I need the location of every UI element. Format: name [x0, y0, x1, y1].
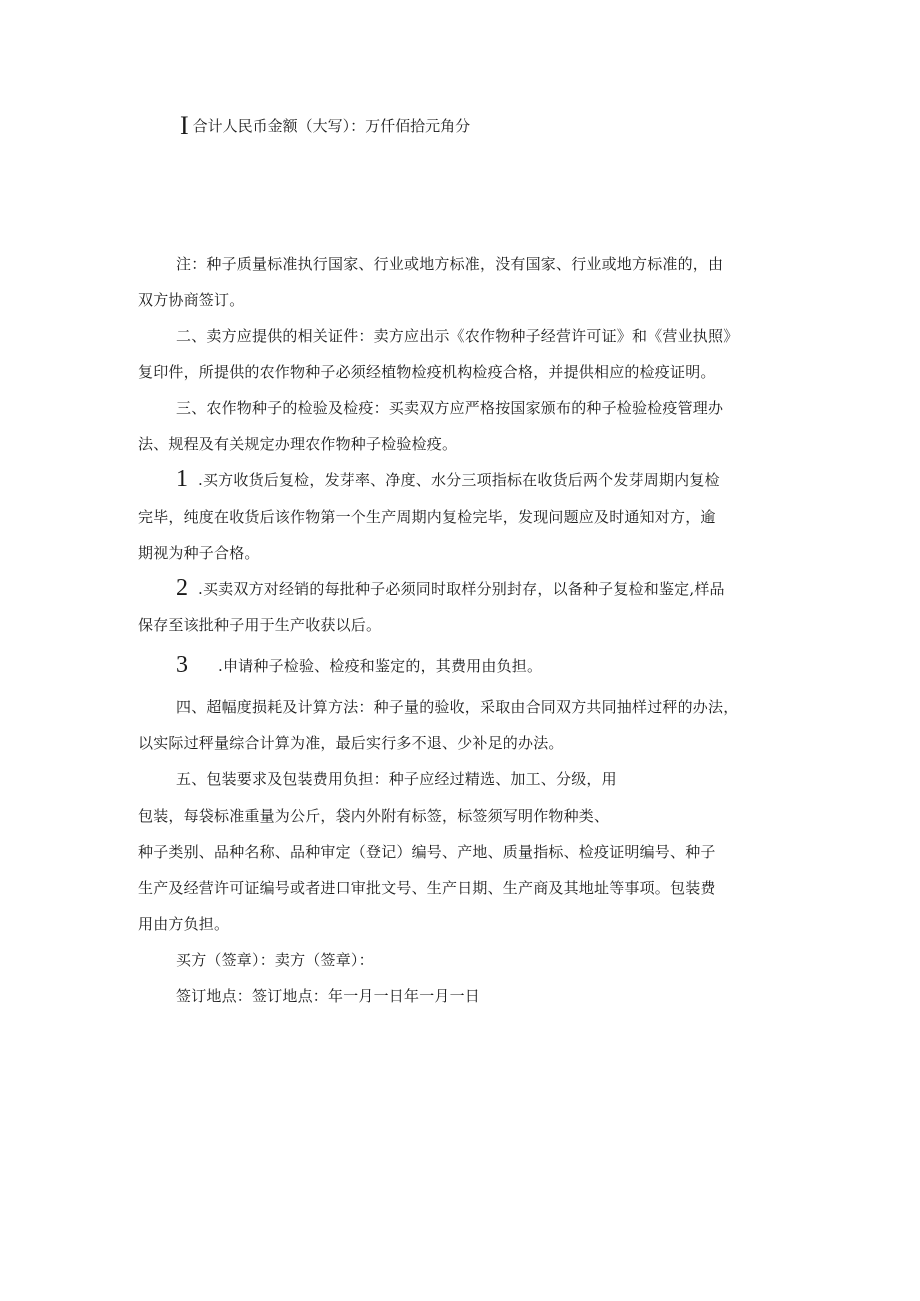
section4-line-1: 四、超幅度损耗及计算方法：种子量的验收，采取由合同双方共同抽样过秤的办法，: [176, 698, 739, 716]
signature-parties: 买方（签章）：卖方（签章）：: [176, 951, 374, 969]
total-amount-line: [180, 111, 471, 140]
section4-line-2: 以实际过秤量综合计算为准，最后实行多不退、少补足的办法。: [138, 734, 564, 752]
item2-number: 2: [176, 575, 188, 601]
item2-line-2: 保存至该批种子用于生产收获以后。: [138, 616, 382, 634]
section5-line-4: 生产及经营许可证编号或者进口审批文号、生产日期、生产商及其地址等事项。包装费: [138, 879, 716, 897]
section5-line-2: 包装，每袋标准重量为公斤，袋内外附有标签，标签须写明作物种类、: [138, 807, 610, 825]
section5-line-5: 用由方负担。: [138, 915, 230, 933]
signing-place-date: 签订地点：签订地点：年一月一日年一月一日: [176, 987, 481, 1005]
section5-line-1: 五、包装要求及包装费用负担：种子应经过精选、加工、分级，用: [176, 770, 617, 788]
section2-line-1: 二、卖方应提供的相关证件：卖方应出示《农作物种子经营许可证》和《营业执照》: [176, 327, 739, 345]
section5-line-3: 种子类别、品种名称、品种审定（登记）编号、产地、质量指标、检疫证明编号、种子: [138, 843, 716, 861]
item2-line-1: .买卖双方对经销的每批种子必须同时取样分别封存，以备种子复检和鉴定,样品: [198, 580, 725, 598]
note-line-1: 注：种子质量标准执行国家、行业或地方标准，没有国家、行业或地方标准的，由: [176, 255, 724, 273]
section3-line-2: 法、规程及有关规定办理农作物种子检验检疫。: [138, 435, 458, 453]
total-amount-text: 合计人民币金额（大写）：万仟佰拾元角分: [192, 117, 471, 135]
item1-line-1: .买方收货后复检，发芽率、净度、水分三项指标在收货后两个发芽周期内复检: [198, 471, 720, 489]
item1-number: 1: [176, 466, 188, 492]
total-marker: I: [180, 111, 189, 140]
note-line-2: 双方协商签订。: [138, 291, 245, 309]
section2-line-2: 复印件，所提供的农作物种子必须经植物检疫机构检疫合格，并提供相应的检疫证明。: [138, 363, 716, 381]
section3-line-1: 三、农作物种子的检验及检疫：买卖双方应严格按国家颁布的种子检验检疫管理办: [176, 399, 724, 417]
item3-number: 3: [176, 652, 188, 678]
item3-line-1: .申请种子检验、检疫和鉴定的，其费用由负担。: [218, 657, 543, 675]
item1-line-2: 完毕，纯度在收货后该作物第一个生产周期内复检完毕，发现问题应及时通知对方，逾: [138, 508, 716, 526]
item1-line-3: 期视为种子合格。: [138, 544, 260, 562]
